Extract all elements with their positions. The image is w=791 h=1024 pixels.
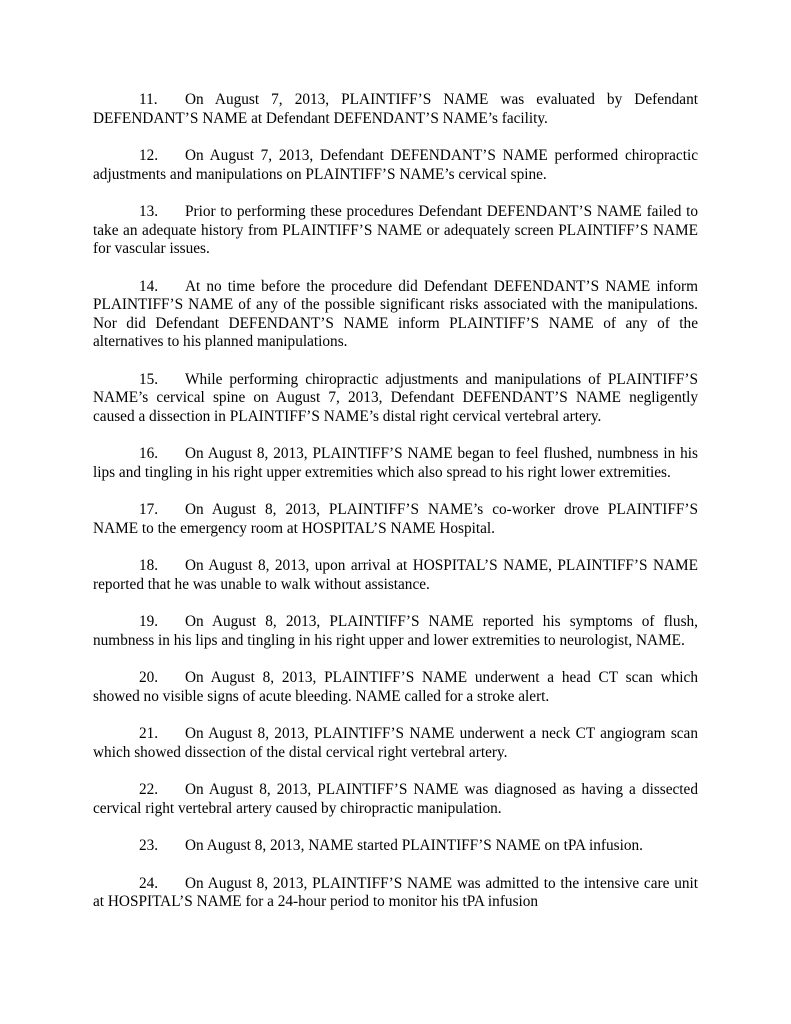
paragraph-18 [93, 557, 698, 594]
paragraph-number: 13. [139, 203, 159, 220]
paragraph-number: 22. [139, 781, 159, 798]
paragraph-number: 19. [139, 613, 159, 630]
paragraph-number: 16. [139, 445, 159, 462]
paragraph-number: 18. [139, 557, 159, 574]
paragraph-text: On August 8, 2013, PLAINTIFF’S NAME was diagnosed as having a dissected cervical right vertebral artery caused by chiropractic manipulation. [93, 781, 698, 817]
paragraph-13 [93, 203, 698, 259]
document-page [93, 91, 698, 931]
paragraph-number: 20. [139, 669, 159, 686]
paragraph-text: On August 8, 2013, PLAINTIFF’S NAME’s co-worker drove PLAINTIFF’S NAME to the emergency room at HOSPITAL’S NAME Hospital. [93, 501, 698, 537]
paragraph-20 [93, 669, 698, 706]
paragraph-text: On August 7, 2013, PLAINTIFF’S NAME was evaluated by Defendant DEFENDANT’S NAME at Defendant DEFENDANT’S NAME’s facility. [93, 91, 698, 127]
paragraph-text: While performing chiropractic adjustments and manipulations of PLAINTIFF’S NAME’s cervical spine on August 7, 2013, Defendant DEFENDANT’S NAME negligently caused a dissection in PLAINTIFF’S NAME’s distal right cervical vertebral artery. [93, 370, 698, 425]
paragraph-text: On August 8, 2013, PLAINTIFF’S NAME underwent a neck CT angiogram scan which showed dissection of the distal cervical right vertebral artery. [93, 725, 698, 761]
paragraph-number: 12. [139, 147, 159, 164]
paragraph-11 [93, 91, 698, 128]
paragraph-text: On August 7, 2013, Defendant DEFENDANT’S NAME performed chiropractic adjustments and manipulations on PLAINTIFF’S NAME’s cervical spine. [93, 147, 698, 183]
paragraph-text: Prior to performing these procedures Defendant DEFENDANT’S NAME failed to take an adequate history from PLAINTIFF’S NAME or adequately screen PLAINTIFF’S NAME for vascular issues. [93, 203, 698, 257]
paragraph-text: On August 8, 2013, NAME started PLAINTIFF’S NAME on tPA infusion. [185, 837, 643, 854]
paragraph-number: 23. [139, 837, 159, 854]
paragraph-23 [93, 837, 698, 856]
paragraph-24 [93, 875, 698, 912]
paragraph-text: On August 8, 2013, upon arrival at HOSPITAL’S NAME, PLAINTIFF’S NAME reported that he was unable to walk without assistance. [93, 557, 698, 593]
paragraph-number: 15. [139, 370, 159, 388]
paragraph-text: At no time before the procedure did Defendant DEFENDANT’S NAME inform PLAINTIFF’S NAME of any of the possible significant risks associated with the manipulations. Nor did Defendant DEFENDANT’S NAME inform PLAINTIFF’S NAME of any of the alternatives to his planned manipulations. [93, 277, 698, 350]
paragraph-text: On August 8, 2013, PLAINTIFF’S NAME underwent a head CT scan which showed no visible signs of acute bleeding. NAME called for a stroke alert. [93, 669, 698, 705]
paragraph-text: On August 8, 2013, PLAINTIFF’S NAME was admitted to the intensive care unit at HOSPITAL’S NAME for a 24-hour period to monitor his tPA infusion [93, 874, 698, 910]
paragraph-number: 21. [139, 725, 159, 742]
paragraph-22 [93, 781, 698, 818]
paragraph-15 [93, 371, 698, 427]
paragraph-19 [93, 613, 698, 650]
paragraph-21 [93, 725, 698, 762]
paragraph-14 [93, 278, 698, 352]
paragraph-17 [93, 501, 698, 538]
paragraph-number: 17. [139, 501, 159, 518]
paragraph-number: 11. [139, 91, 158, 108]
paragraph-number: 14. [139, 277, 159, 295]
paragraph-16 [93, 445, 698, 482]
paragraph-number: 24. [139, 874, 159, 892]
paragraph-text: On August 8, 2013, PLAINTIFF’S NAME reported his symptoms of flush, numbness in his lips and tingling in his right upper and lower extremities to neurologist, NAME. [93, 613, 698, 649]
paragraph-12 [93, 147, 698, 184]
paragraph-text: On August 8, 2013, PLAINTIFF’S NAME began to feel flushed, numbness in his lips and tingling in his right upper extremities which also spread to his right lower extremities. [93, 445, 698, 481]
